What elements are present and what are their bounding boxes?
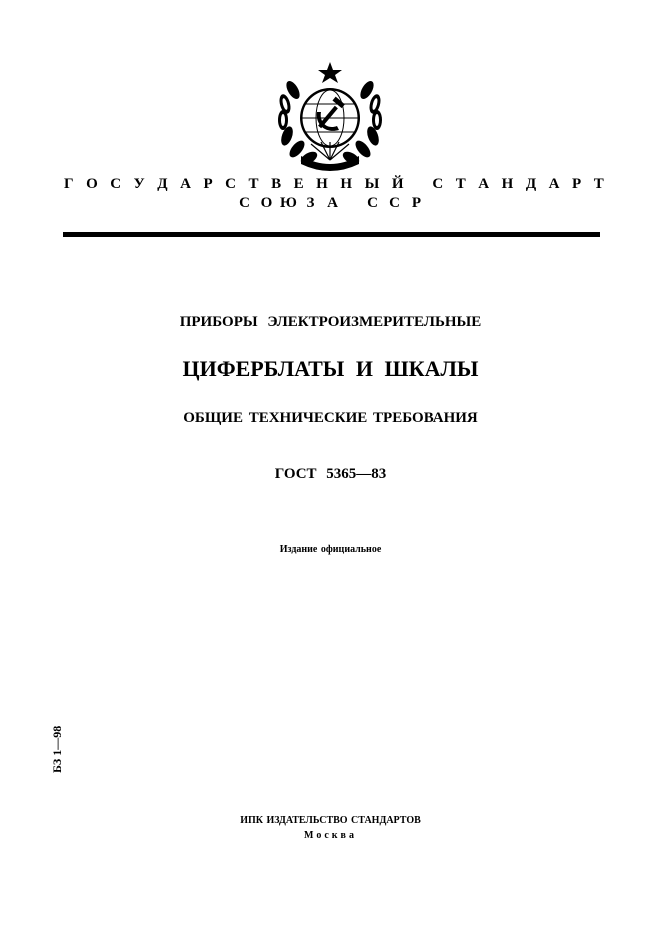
- heading-divider: [63, 232, 600, 237]
- standard-number: ГОСТ 5365—83: [274, 466, 387, 482]
- publisher-name: ИПК ИЗДАТЕЛЬСТВО СТАНДАРТОВ: [240, 815, 421, 826]
- state-standard-heading: Г О С У Д А Р С Т В Е Н Н Ы Й С Т А Н Д А Р Т: [64, 176, 604, 192]
- ussr-heading: С О Ю З А С С Р: [239, 195, 422, 211]
- document-title: ЦИФЕРБЛАТЫ И ШКАЛЫ: [182, 356, 479, 381]
- edition-note: Издание официальное: [279, 544, 382, 555]
- publisher-city: Москва: [304, 830, 357, 841]
- document-category: ПРИБОРЫ ЭЛЕКТРОИЗМЕРИТЕЛЬНЫЕ: [179, 314, 482, 330]
- ussr-state-emblem-icon: [271, 60, 389, 172]
- side-code: БЗ 1—98: [50, 725, 64, 773]
- document-subtitle: ОБЩИЕ ТЕХНИЧЕСКИЕ ТРЕБОВАНИЯ: [183, 410, 478, 426]
